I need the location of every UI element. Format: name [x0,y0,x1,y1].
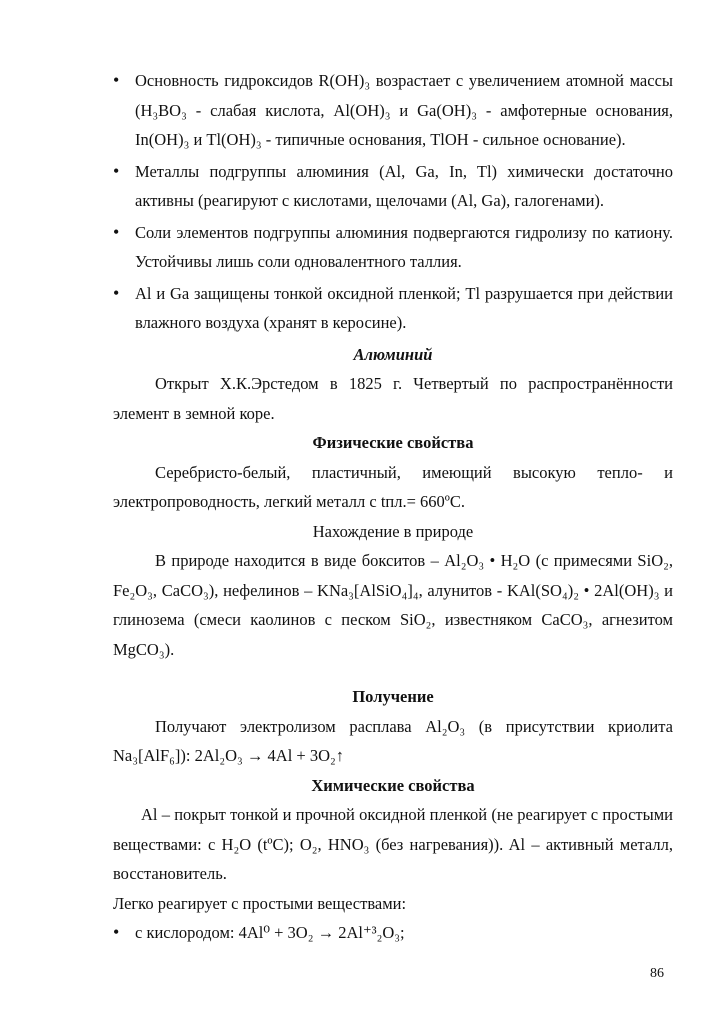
spacer [113,664,673,682]
heading-obtaining: Получение [352,687,434,706]
bottom-bullet-list [113,918,673,948]
occurrence-paragraph: В природе находится в виде бокситов – Al₂O₃ • H₂O (с примесями SiO₂, Fe₂O₃, CaCO₃), нефелинов – KNa₃[AlSiO₄]₄, алунитов - KAl(SO₄)₂ • 2Al(OH)₃ и глинозема (смеси каолинов с песком SiO₂, известняком CaCO₃, агнезитом MgCO₃). [113,551,673,659]
bullet-item: • Основность гидроксидов R(OH)₃ возрастает с увеличением атомной массы (H₃BO₃ - слабая кислота, Al(OH)₃ и Ga(OH)₃ - амфотерные основания, In(OH)₃ и Tl(OH)₃ - типичные основания, TlOH - сильное основание). [113,66,673,155]
obtaining-paragraph: Получают электролизом расплава Al₂O₃ (в присутствии криолита Na₃[AlF₆]): 2Al₂O₃ → 4Al + 3O₂↑ [113,716,673,765]
physical-properties-paragraph: Серебристо-белый, пластичный, имеющий высокую тепло- и электропроводность, легкий металл с tпл.= 660ºC. [113,462,673,511]
heading-occurrence: Нахождение в природе [312,521,474,541]
heading-physical-properties: Физические свойства [312,433,474,452]
heading-chemical-properties: Химические свойства [311,775,475,795]
bullet-item: • Соли элементов подгруппы алюминия подвергаются гидролизу по катиону. Устойчивы лишь соли одновалентного таллия. [113,218,673,277]
simple-reactions-lead: Легко реагирует с простыми веществами: [113,893,407,913]
bullet-item: • с кислородом: 4Al⁰ + 3O₂ → 2Al⁺³₂O₃; [113,918,673,948]
top-bullet-list [113,66,673,338]
chemical-properties-paragraph: Al – покрыт тонкой и прочной оксидной пленкой (не реагирует с простыми веществами: с H₂O (tºC); O₂, HNO₃ (без нагревания)). Al – активный металл, восстановитель. [113,805,673,883]
document-page [113,66,673,950]
page-number: 86 [650,966,664,981]
intro-paragraph: Открыт Х.К.Эрстедом в 1825 г. Четвертый по распространённости элемент в земной коре. [113,374,673,423]
bullet-item: • Металлы подгруппы алюминия (Al, Ga, In, Tl) химически достаточно активны (реагируют с кислотами, щелочами (Al, Ga), галогенами). [113,157,673,216]
heading-aluminum: Алюминий [353,344,433,364]
bullet-item: • Al и Ga защищены тонкой оксидной пленкой; Tl разрушается при действии влажного воздуха (хранят в керосине). [113,279,673,338]
